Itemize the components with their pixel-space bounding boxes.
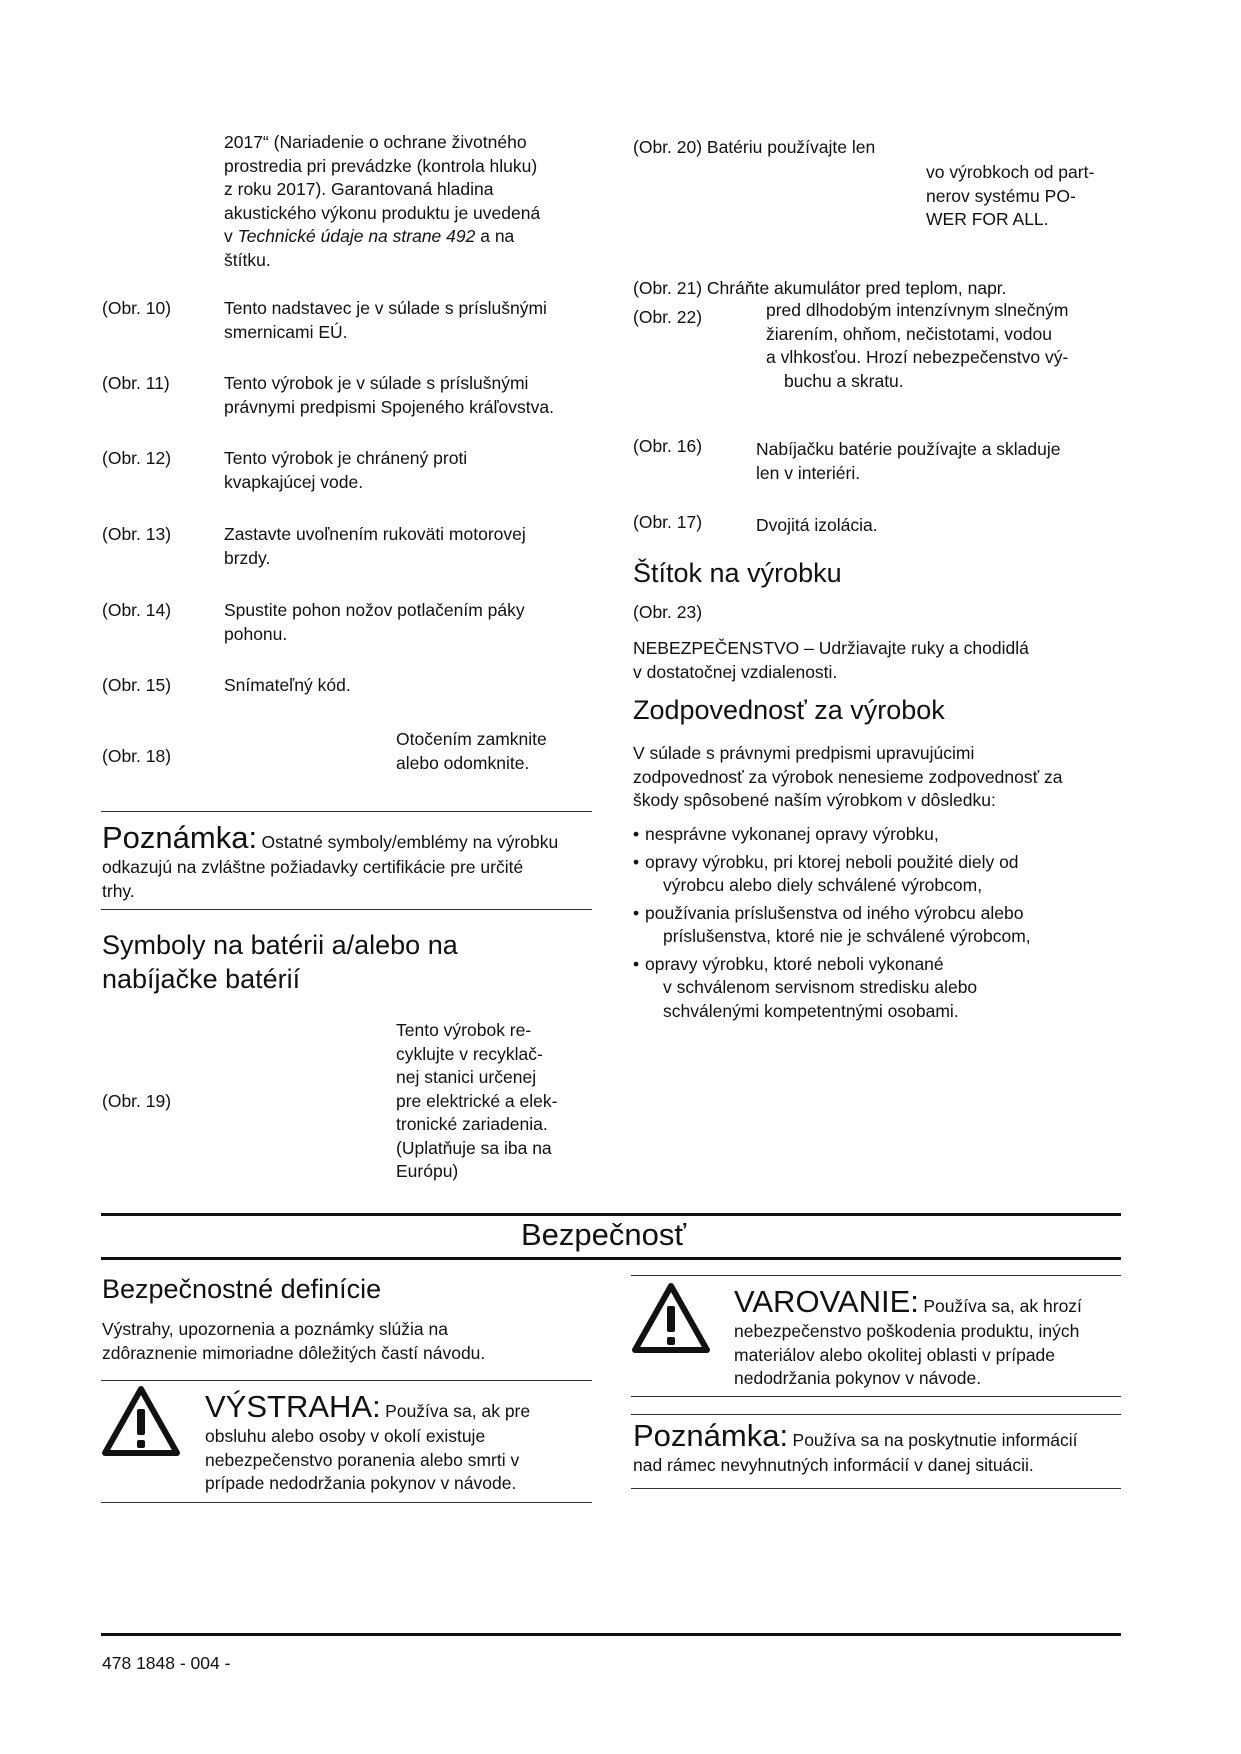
document-code: 1848 - 004 - [136, 1653, 231, 1673]
list-item-text: v schválenom servisnom stredisku alebo [663, 977, 978, 997]
figure-text: Spustite pohon nožov potlačením páky [224, 600, 525, 620]
figure-text: buchu a skratu. [784, 370, 904, 391]
figure-text: Tento výrobok je v súlade s príslušnými [224, 373, 529, 393]
intro-line: štítku. [224, 249, 271, 270]
footer [102, 1652, 230, 1676]
figure-text: Nabíjačku batérie používajte a skladuje [756, 439, 1061, 459]
section-rule-top [101, 1213, 1121, 1216]
safety-note-text: nad rámec nevyhnutných informácií v danej situácii. [633, 1455, 1034, 1475]
figure-text: Tento výrobok re- [396, 1020, 532, 1040]
page-number: 478 [102, 1653, 132, 1673]
divider [101, 1380, 592, 1381]
liability-line: škody spôsobené naším výrobkom v dôsledku: [633, 790, 996, 810]
warning-text: obsluhu alebo osoby v okolí existuje [205, 1426, 486, 1446]
intro-paragraph [224, 131, 594, 272]
warning-text-block [205, 1389, 595, 1496]
figure-ref-23: (Obr. 23) [633, 602, 703, 622]
figure-ref: (Obr. 12) [102, 448, 172, 468]
figure-ref: (Obr. 15) [102, 675, 172, 695]
list-item [633, 953, 1133, 1024]
figure-text-18 [396, 728, 596, 775]
danger-text [633, 637, 1133, 684]
heading-line: nabíjačke batérií [102, 964, 301, 994]
figure-text-17: Dvojitá izolácia. [756, 515, 878, 535]
divider [631, 1396, 1121, 1397]
figure-text-19 [396, 1019, 596, 1184]
figure-text: vo výrobkoch od part- [926, 162, 1095, 182]
intro-line5-prefix: v [224, 226, 233, 246]
note-text: Ostatné symboly/emblémy na výrobku [261, 832, 559, 852]
note-block [102, 820, 597, 903]
intro-line5-suffix: a na [480, 226, 515, 246]
note-text: trhy. [102, 880, 135, 901]
footer-rule [101, 1633, 1121, 1636]
safety-definitions-text [102, 1318, 592, 1365]
definitions-line: Výstrahy, upozornenia a poznámky slúžia na [102, 1319, 448, 1339]
list-item [633, 902, 1133, 949]
figure-text: nerov systému PO- [926, 185, 1076, 206]
figure-text: Otočením zamknite [396, 729, 547, 749]
figure-text: alebo odomknite. [396, 752, 530, 773]
figure-ref-16: (Obr. 16) [633, 436, 703, 456]
figure-text: Tento výrobok je chránený proti [224, 448, 468, 468]
figure-text: brzdy. [224, 547, 271, 568]
caution-text: Používa sa, ak hrozí [923, 1296, 1082, 1316]
figure-text: pre elektrické a elek- [396, 1090, 558, 1111]
warning-text: Používa sa, ak pre [385, 1401, 531, 1421]
divider [101, 1502, 592, 1503]
list-item-text: používania príslušenstva od iného výrobcu alebo [645, 902, 1024, 923]
figure-text-21 [766, 299, 1126, 393]
divider [101, 909, 592, 910]
warning-triangle-icon [101, 1385, 181, 1457]
liability-line: zodpovednosť za výrobok nenesieme zodpovednosť za [633, 766, 1063, 787]
figure-text: len v interiéri. [756, 462, 861, 483]
intro-line: akustického výkonu produktu je uvedená [224, 202, 541, 223]
figure-text: (Uplatňuje sa iba na [396, 1137, 552, 1158]
figure-text: pohonu. [224, 623, 288, 644]
caution-text: nebezpečenstvo poškodenia produktu, iných [734, 1321, 1080, 1341]
figure-text: cyklujte v recyklač- [396, 1043, 543, 1064]
divider [631, 1488, 1121, 1489]
figure-text: žiarením, ohňom, nečistotami, vodou [766, 323, 1052, 344]
intro-line: 2017“ (Nariadenie o ochrane životného [224, 132, 527, 152]
figure-ref-19: (Obr. 19) [102, 1091, 172, 1111]
figure-ref: (Obr. 14) [102, 600, 172, 620]
safety-definitions-heading: Bezpečnostné definície [102, 1274, 382, 1304]
caution-triangle-icon [631, 1282, 711, 1354]
figure-ref-17: (Obr. 17) [633, 512, 703, 532]
figure-text: kvapkajúcej vode. [224, 471, 364, 492]
figure-text-20 [926, 161, 1146, 232]
safety-title: Bezpečnosť [521, 1217, 687, 1252]
warning-label: VÝSTRAHA: [205, 1389, 381, 1424]
list-item-text: opravy výrobku, pri ktorej neboli použité diely od [645, 851, 1019, 872]
figure-text: WER FOR ALL. [926, 209, 1049, 229]
figure-text: nej stanici určenej [396, 1067, 537, 1087]
note-label: Poznámka: [102, 820, 258, 855]
caution-text: materiálov alebo okolitej oblasti v prípade [734, 1344, 1056, 1365]
intro-line: z roku 2017). Garantovaná hladina [224, 179, 494, 199]
liability-paragraph [633, 742, 1133, 813]
liability-line: V súlade s právnymi predpismi upravujúcimi [633, 743, 975, 763]
figure-text-16 [756, 438, 1136, 485]
warning-text: nebezpečenstvo poranenia alebo smrti v [205, 1449, 520, 1470]
intro-line [224, 225, 594, 249]
figure-text: Snímateľný kód. [224, 675, 351, 695]
figure-ref: (Obr. 11) [102, 373, 170, 393]
figure-text: Zastavte uvoľnením rukoväti motorovej [224, 524, 526, 544]
figure-text: Európu) [396, 1161, 459, 1181]
heading-line: Symboly na batérii a/alebo na [102, 930, 458, 960]
product-liability-heading: Zodpovednosť za výrobok [633, 695, 945, 725]
figure-text: právnymi predpismi Spojeného kráľovstva. [224, 396, 554, 417]
divider [631, 1414, 1121, 1415]
figure-text: pred dlhodobým intenzívnym slnečným [766, 300, 1069, 320]
warning-text: prípade nedodržania pokynov v návode. [205, 1473, 517, 1493]
figure-text: Tento nadstavec je v súlade s príslušnými [224, 298, 547, 318]
figure-ref: (Obr. 13) [102, 524, 172, 544]
safety-note-block [633, 1418, 1123, 1478]
figure-text: smernicami EÚ. [224, 321, 348, 342]
list-item [633, 851, 1133, 898]
safety-note-label: Poznámka: [633, 1418, 789, 1453]
caution-text: nedodržania pokynov v návode. [734, 1368, 982, 1388]
list-item-text: opravy výrobku, ktoré neboli vykonané [645, 953, 944, 974]
danger-line: NEBEZPEČENSTVO – Udržiavajte ruky a chodidlá [633, 638, 1029, 658]
battery-symbols-heading [102, 928, 592, 996]
figure-text-20-line1: (Obr. 20) Batériu používajte len [633, 137, 876, 157]
list-item-text: príslušenstva, ktoré nie je schválené výrobcom, [663, 926, 1031, 946]
list-item [633, 823, 1133, 847]
figure-text: a vlhkosťou. Hrozí nebezpečenstvo vý- [766, 347, 1069, 367]
figure-text: tronické zariadenia. [396, 1114, 548, 1134]
definitions-line: zdôraznenie mimoriadne dôležitých častí návodu. [102, 1342, 486, 1363]
list-item-text: nesprávne vykonanej opravy výrobku, [645, 824, 939, 844]
figure-ref-22: (Obr. 22) [633, 307, 703, 327]
list-item-text: výrobcu alebo diely schválené výrobcom, [663, 875, 983, 895]
divider [631, 1275, 1121, 1276]
figure-ref-18: (Obr. 18) [102, 746, 172, 766]
caution-text-block [734, 1284, 1124, 1391]
divider [101, 811, 592, 812]
safety-note-text: Používa sa na poskytnutie informácií [792, 1430, 1078, 1450]
intro-line: prostredia pri prevádzke (kontrola hluku) [224, 155, 538, 176]
note-text: odkazujú na zvláštne požiadavky certifikácie pre určité [102, 857, 524, 877]
technical-data-link[interactable]: Technické údaje na strane 492 [237, 226, 476, 246]
list-item-text: schválenými kompetentnými osobami. [663, 1000, 959, 1021]
section-rule-bottom [101, 1257, 1121, 1260]
liability-list [633, 823, 1133, 1027]
danger-line: v dostatočnej vzdialenosti. [633, 661, 838, 682]
caution-label: VAROVANIE: [734, 1284, 919, 1319]
figure-ref: (Obr. 10) [102, 298, 172, 318]
figure-text-21-line1: (Obr. 21) Chráňte akumulátor pred teplom, napr. [633, 278, 1007, 298]
product-label-heading: Štítok na výrobku [633, 558, 842, 588]
